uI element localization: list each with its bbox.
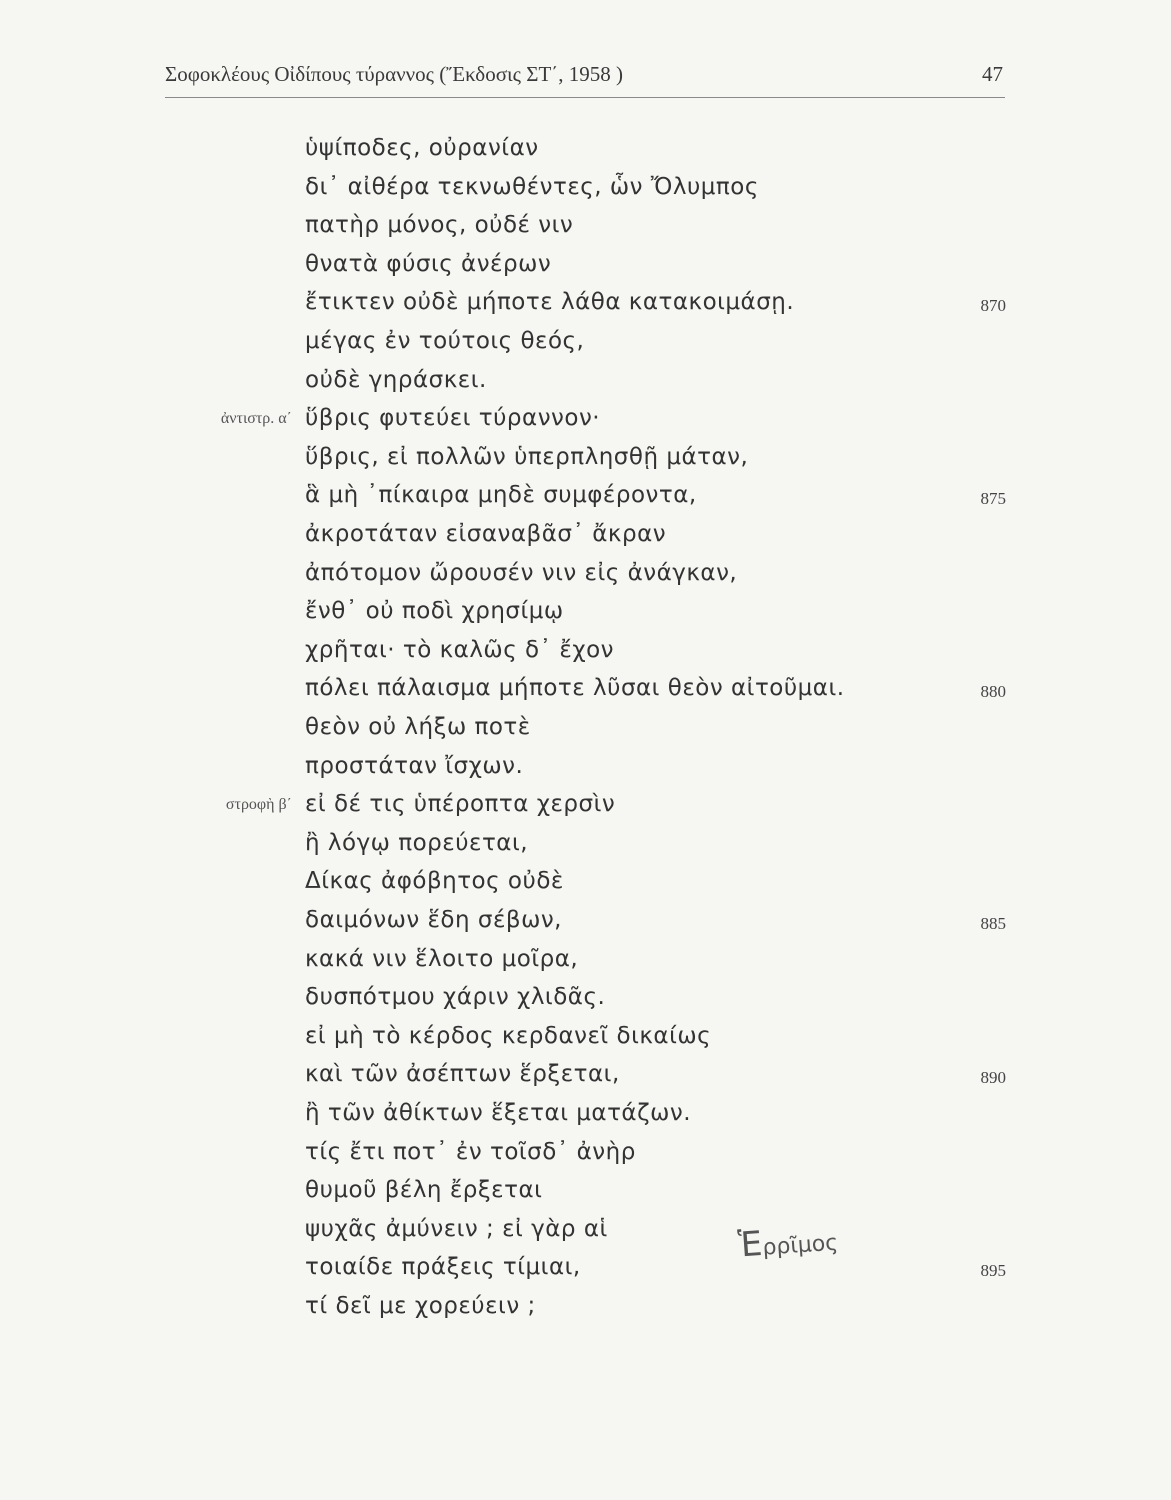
verse-text: ἃ μὴ ᾽πίκαιρα μηδὲ συμφέροντα,	[305, 482, 697, 509]
line-number: 885	[980, 914, 1006, 933]
verse-line	[0, 714, 1171, 752]
line-number: 895	[980, 1261, 1006, 1281]
verse-line	[0, 289, 1171, 327]
header-rule	[165, 97, 1005, 98]
verse-line	[0, 174, 1171, 212]
verse-text: προστάταν ἴσχων.	[305, 752, 524, 779]
verse-text: ἔνθ᾽ οὐ ποδὶ χρησίμῳ	[305, 598, 564, 625]
section-label: στροφὴ β΄	[225, 796, 292, 814]
verse-text: ἀπότομον ὤρουσέν νιν εἰς ἀνάγκαν,	[305, 559, 738, 586]
verse-text: δι᾽ αἰθέρα τεκνωθέντες, ὧν Ὄλυμπος	[305, 173, 759, 200]
line-number: 875	[980, 489, 1006, 509]
verse-text: οὐδὲ γηράσκει.	[305, 366, 487, 393]
verse-line	[0, 521, 1171, 559]
verse-text: δαιμόνων ἕδη σέβων,	[305, 907, 562, 933]
page-number: 47	[982, 62, 1003, 86]
verse-line	[0, 1254, 1171, 1292]
verse-line	[0, 405, 1171, 443]
verse-text: ἢ λόγῳ πορεύεται,	[305, 829, 529, 856]
verse-line	[0, 1293, 1171, 1331]
verse-text: τίς ἔτι ποτ᾽ ἐν τοῖσδ᾽ ἀνὴρ	[305, 1138, 636, 1165]
verse-text: ὑψίποδες, οὐρανίαν	[305, 135, 539, 161]
verse-text: μέγας ἐν τούτοις θεός,	[305, 328, 585, 354]
verse-line	[0, 328, 1171, 366]
line-number: 880	[980, 682, 1006, 702]
verse-line	[0, 1100, 1171, 1138]
verse-text: κακά νιν ἕλοιτο μοῖρα,	[305, 945, 579, 972]
line-number: 870	[980, 296, 1006, 316]
verse-line	[0, 251, 1171, 289]
verse-text: χρῆται· τὸ καλῶς δ᾽ ἔχον	[305, 636, 615, 663]
verse-line	[0, 598, 1171, 636]
header-title: Σοφοκλέους Οἰδίπους τύραννος (Ἔκδοσις ΣΤ΄, 1958 )	[165, 62, 624, 86]
verse-line	[0, 367, 1171, 405]
verse-text: ὕβρις, εἰ πολλῶν ὑπερπλησθῇ μάταν,	[305, 443, 749, 470]
verse-line	[0, 1177, 1171, 1215]
handwritten-initial: Ἑ	[736, 1223, 764, 1266]
verse-line	[0, 791, 1171, 829]
verse-line	[0, 1216, 1171, 1254]
verse-text: θνατὰ φύσις ἀνέρων	[305, 250, 552, 277]
verse-text: ψυχᾶς ἀμύνειν ; εἰ γὰρ αἱ	[305, 1215, 608, 1242]
verse-text: πατὴρ μόνος, οὐδέ νιν	[305, 212, 574, 239]
running-header	[165, 62, 1005, 96]
verse-line	[0, 907, 1171, 945]
verse-text: θυμοῦ βέλη ἔρξεται	[305, 1177, 543, 1204]
verse-text: καὶ τῶν ἀσέπτων ἕρξεται,	[305, 1061, 620, 1088]
verse-line	[0, 482, 1171, 520]
verse-line	[0, 135, 1171, 173]
verse-text: τί δεῖ με χορεύειν ;	[305, 1293, 536, 1319]
verse-text: πόλει πάλαισμα μήποτε λῦσαι θεὸν αἰτοῦμαι.	[305, 675, 845, 702]
verse-text: εἰ μὴ τὸ κέρδος κερδανεῖ δικαίως	[305, 1022, 712, 1049]
verse-text: θεὸν οὐ λήξω ποτὲ	[305, 714, 531, 740]
verse-text: εἰ δέ τις ὑπέροπτα χερσὶν	[305, 791, 616, 818]
verse-text: Δίκας ἀφόβητος οὐδὲ	[305, 868, 564, 895]
verse-text: τοιαίδε πράξεις τίμιαι,	[305, 1254, 581, 1281]
verse-text: δυσπότμου χάριν χλιδᾶς.	[305, 984, 606, 1011]
verse-line	[0, 946, 1171, 984]
verse-line	[0, 868, 1171, 906]
handwritten-annotation	[737, 1219, 839, 1266]
section-label: ἀντιστρ. α΄	[220, 410, 292, 428]
handwritten-rest: ρρῖμος	[761, 1230, 839, 1261]
verse-line	[0, 444, 1171, 482]
verse-line	[0, 1139, 1171, 1177]
verse-line	[0, 637, 1171, 675]
verse-text: ἀκροτάταν εἰσαναβᾶσ᾽ ἄκραν	[305, 521, 667, 547]
verse-line	[0, 830, 1171, 868]
verse-line	[0, 1061, 1171, 1099]
verse-line	[0, 212, 1171, 250]
verse-text: ὕβρις φυτεύει τύραννον·	[305, 405, 601, 432]
line-number: 890	[980, 1068, 1006, 1088]
verse-line	[0, 984, 1171, 1022]
verse-line	[0, 1023, 1171, 1061]
verse-text: ἔτικτεν οὐδὲ μήποτε λάθα κατακοιμάσῃ.	[305, 289, 795, 316]
verse-line	[0, 753, 1171, 791]
verse-line	[0, 675, 1171, 713]
verse-text: ἢ τῶν ἀθίκτων ἕξεται ματάζων.	[305, 1100, 692, 1126]
verse-line	[0, 560, 1171, 598]
